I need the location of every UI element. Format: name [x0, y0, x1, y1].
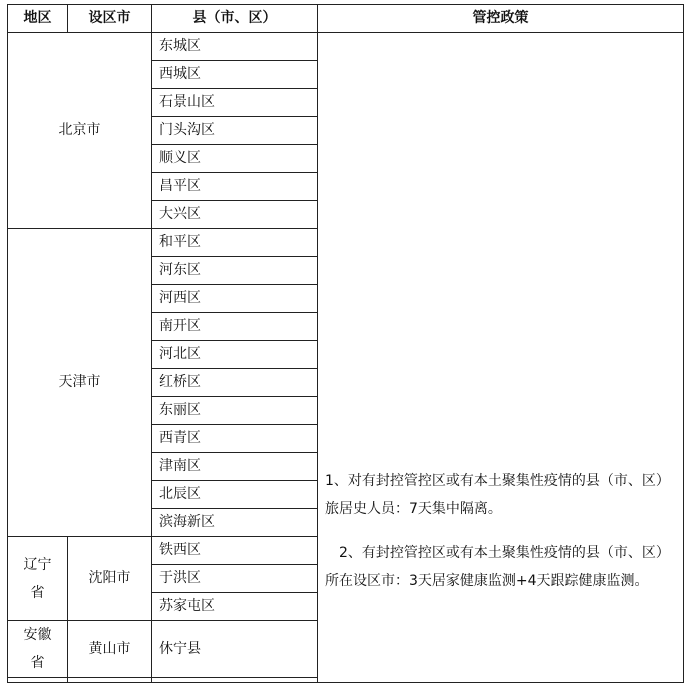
header-county: 县（市、区） [152, 5, 318, 33]
county-cell: 东丽区 [152, 397, 318, 425]
region-liaoning [8, 537, 68, 621]
region-name-line: 省 [30, 584, 45, 601]
header-region: 地区 [8, 5, 68, 33]
city-shenyang: 沈阳市 [68, 537, 152, 621]
region-name-line: 辽宁 [23, 556, 52, 573]
county-cell: 和平区 [152, 229, 318, 257]
county-cell: 西青区 [152, 425, 318, 453]
region-beijing: 北京市 [8, 33, 152, 229]
county-cell: 滨海新区 [152, 509, 318, 537]
empty-cell [152, 678, 318, 683]
header-city: 设区市 [68, 5, 152, 33]
county-cell: 顺义区 [152, 145, 318, 173]
county-cell: 休宁县 [152, 621, 318, 678]
county-cell: 东城区 [152, 33, 318, 61]
county-cell: 北辰区 [152, 481, 318, 509]
county-cell: 苏家屯区 [152, 593, 318, 621]
county-cell: 河东区 [152, 257, 318, 285]
policy-cell [318, 33, 684, 683]
county-cell: 于洪区 [152, 565, 318, 593]
county-cell: 铁西区 [152, 537, 318, 565]
region-tianjin: 天津市 [8, 229, 152, 537]
county-cell: 昌平区 [152, 173, 318, 201]
county-cell: 津南区 [152, 453, 318, 481]
county-cell: 南开区 [152, 313, 318, 341]
region-anhui [8, 621, 68, 678]
region-name-line: 安徽 [23, 627, 52, 643]
county-cell: 红桥区 [152, 369, 318, 397]
county-cell: 河北区 [152, 341, 318, 369]
county-cell: 西城区 [152, 61, 318, 89]
empty-cell [8, 678, 68, 683]
header-row [8, 5, 684, 33]
county-cell: 门头沟区 [152, 117, 318, 145]
county-cell: 大兴区 [152, 201, 318, 229]
city-huangshan: 黄山市 [68, 621, 152, 678]
policy-paragraph-1: 1、对有封控管控区或有本土聚集性疫情的县（市、区）旅居史人员：7天集中隔离。 [325, 473, 670, 517]
region-name-line: 省 [30, 655, 45, 671]
county-cell: 石景山区 [152, 89, 318, 117]
policy-table [7, 4, 684, 683]
empty-cell [68, 678, 152, 683]
county-cell: 河西区 [152, 285, 318, 313]
header-policy: 管控政策 [318, 5, 684, 33]
table-row [8, 33, 684, 61]
policy-paragraph-2: 2、有封控管控区或有本土聚集性疫情的县（市、区）所在设区市：3天居家健康监测+4天跟踪健康监测。 [325, 545, 670, 589]
